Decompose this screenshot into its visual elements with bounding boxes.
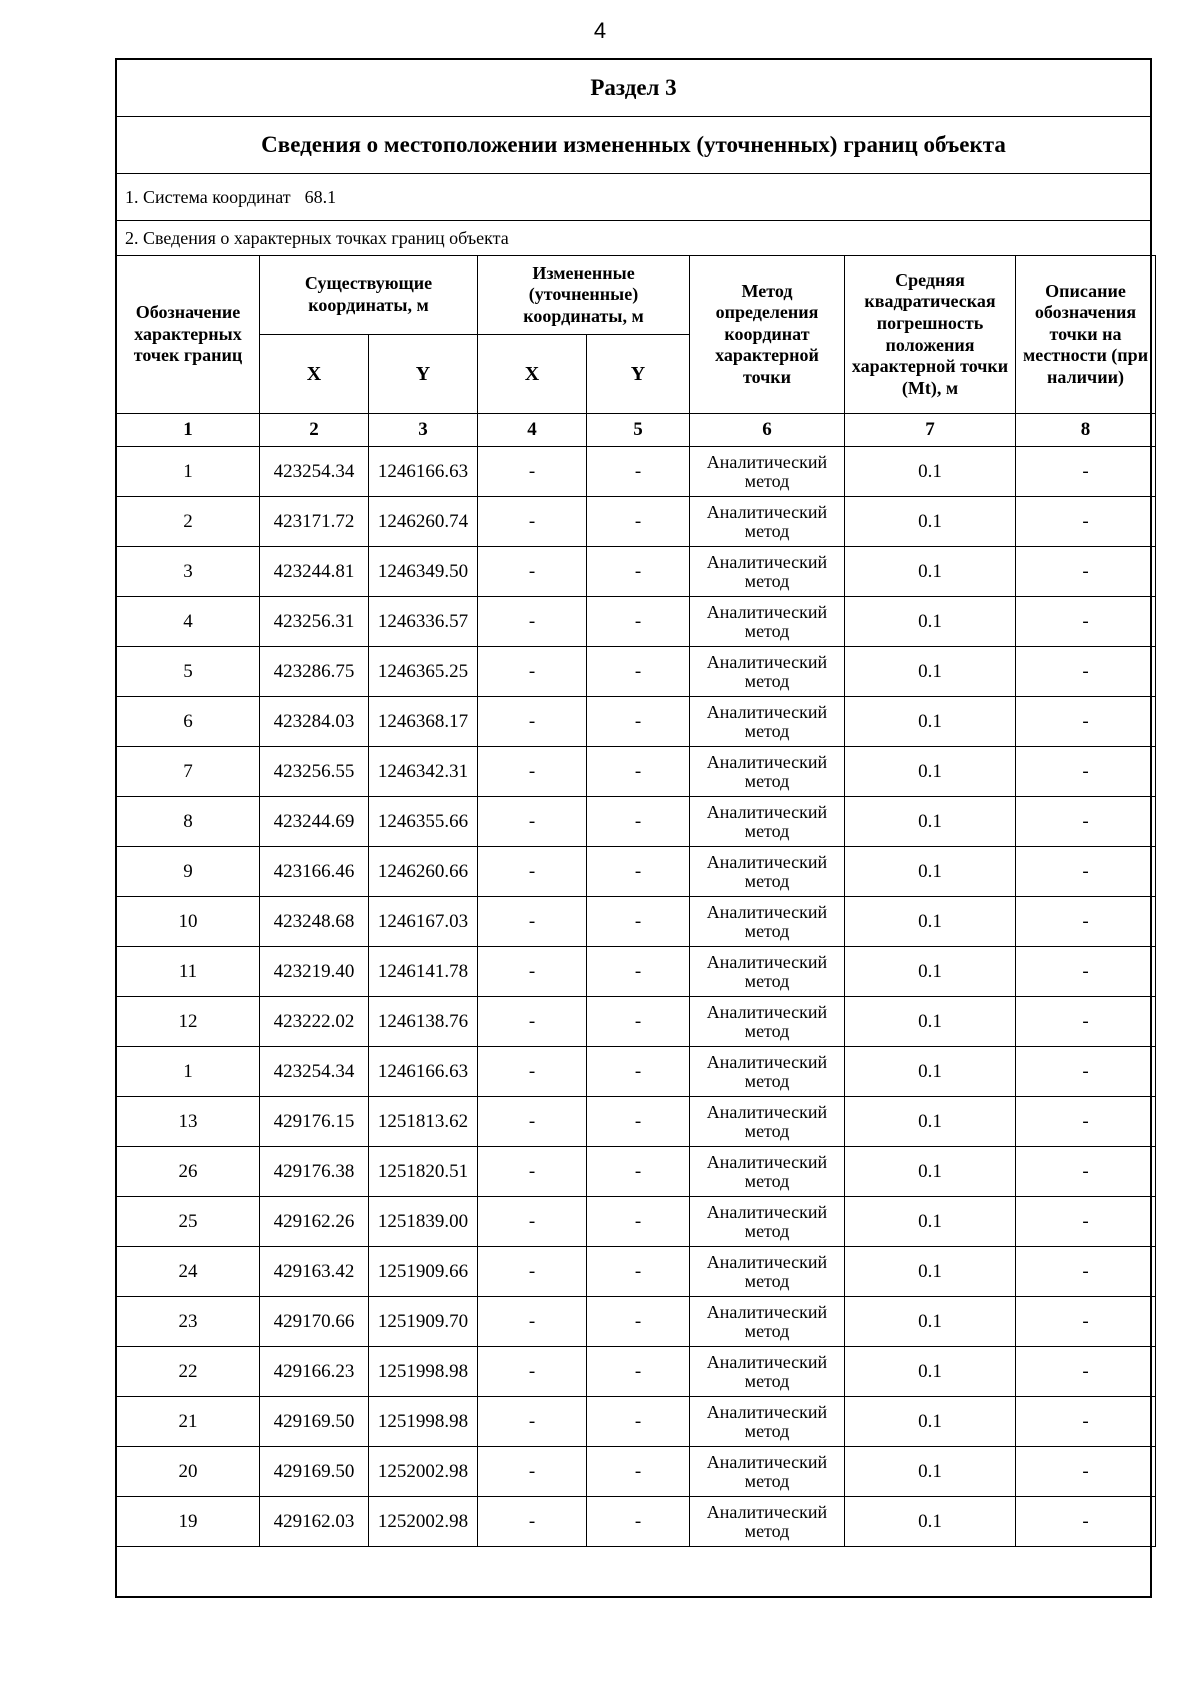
table-row bbox=[117, 1447, 1156, 1497]
y-coord-cell: 1246355.66 bbox=[369, 797, 478, 847]
y-changed-cell: - bbox=[587, 1497, 690, 1547]
description-cell: - bbox=[1016, 1197, 1156, 1247]
x-coord-cell: 423254.34 bbox=[260, 1047, 369, 1097]
coord-system-label: 1. Система координат bbox=[125, 186, 291, 207]
x-changed-cell: - bbox=[478, 897, 587, 947]
x-coord-cell: 429162.26 bbox=[260, 1197, 369, 1247]
mt-error-cell: 0.1 bbox=[845, 897, 1016, 947]
x-changed-cell: - bbox=[478, 1497, 587, 1547]
mt-error-cell: 0.1 bbox=[845, 497, 1016, 547]
mt-error-cell: 0.1 bbox=[845, 747, 1016, 797]
header-y: Y bbox=[369, 335, 478, 414]
y-coord-cell: 1251909.70 bbox=[369, 1297, 478, 1347]
method-cell: Аналитический метод bbox=[690, 647, 845, 697]
method-cell: Аналитический метод bbox=[690, 1197, 845, 1247]
mt-error-cell: 0.1 bbox=[845, 647, 1016, 697]
x-changed-cell: - bbox=[478, 1097, 587, 1147]
x-changed-cell: - bbox=[478, 1197, 587, 1247]
point-id-cell: 7 bbox=[117, 747, 260, 797]
x-coord-cell: 429169.50 bbox=[260, 1397, 369, 1447]
y-coord-cell: 1252002.98 bbox=[369, 1447, 478, 1497]
y-coord-cell: 1251909.66 bbox=[369, 1247, 478, 1297]
x-changed-cell: - bbox=[478, 997, 587, 1047]
mt-error-cell: 0.1 bbox=[845, 997, 1016, 1047]
table-row bbox=[117, 447, 1156, 497]
mt-error-cell: 0.1 bbox=[845, 1147, 1016, 1197]
method-cell: Аналитический метод bbox=[690, 797, 845, 847]
coord-system-value: 68.1 bbox=[304, 186, 337, 207]
y-coord-cell: 1251998.98 bbox=[369, 1347, 478, 1397]
x-changed-cell: - bbox=[478, 497, 587, 547]
mt-error-cell: 0.1 bbox=[845, 1297, 1016, 1347]
column-number-row bbox=[117, 414, 1156, 447]
x-changed-cell: - bbox=[478, 847, 587, 897]
section-subtitle: Сведения о местоположении измененных (уточненных) границ объекта bbox=[117, 117, 1150, 174]
method-cell: Аналитический метод bbox=[690, 947, 845, 997]
header-x-changed: X bbox=[478, 335, 587, 414]
column-number: 2 bbox=[260, 414, 369, 447]
x-coord-cell: 429162.03 bbox=[260, 1497, 369, 1547]
point-id-cell: 10 bbox=[117, 897, 260, 947]
mt-error-cell: 0.1 bbox=[845, 1397, 1016, 1447]
y-changed-cell: - bbox=[587, 647, 690, 697]
method-cell: Аналитический метод bbox=[690, 497, 845, 547]
description-cell: - bbox=[1016, 947, 1156, 997]
mt-error-cell: 0.1 bbox=[845, 697, 1016, 747]
point-id-cell: 24 bbox=[117, 1247, 260, 1297]
description-cell: - bbox=[1016, 1397, 1156, 1447]
x-coord-cell: 423286.75 bbox=[260, 647, 369, 697]
header-changed-coords: Измененные (уточненные) координаты, м bbox=[478, 256, 690, 335]
x-changed-cell: - bbox=[478, 547, 587, 597]
x-coord-cell: 423166.46 bbox=[260, 847, 369, 897]
description-cell: - bbox=[1016, 897, 1156, 947]
x-changed-cell: - bbox=[478, 647, 587, 697]
column-number: 5 bbox=[587, 414, 690, 447]
y-changed-cell: - bbox=[587, 597, 690, 647]
table-row bbox=[117, 1497, 1156, 1547]
header-existing-coords: Существующие координаты, м bbox=[260, 256, 478, 335]
y-changed-cell: - bbox=[587, 1197, 690, 1247]
y-changed-cell: - bbox=[587, 1297, 690, 1347]
x-coord-cell: 429169.50 bbox=[260, 1447, 369, 1497]
x-coord-cell: 423244.69 bbox=[260, 797, 369, 847]
table-row bbox=[117, 747, 1156, 797]
point-id-cell: 19 bbox=[117, 1497, 260, 1547]
method-cell: Аналитический метод bbox=[690, 1397, 845, 1447]
y-coord-cell: 1246166.63 bbox=[369, 1047, 478, 1097]
table-row bbox=[117, 847, 1156, 897]
method-cell: Аналитический метод bbox=[690, 1047, 845, 1097]
table-row bbox=[117, 497, 1156, 547]
y-coord-cell: 1251998.98 bbox=[369, 1397, 478, 1447]
header-point-designation: Обозначение характерных точек границ bbox=[117, 256, 260, 414]
y-changed-cell: - bbox=[587, 797, 690, 847]
table-row bbox=[117, 1097, 1156, 1147]
point-id-cell: 26 bbox=[117, 1147, 260, 1197]
column-number: 7 bbox=[845, 414, 1016, 447]
mt-error-cell: 0.1 bbox=[845, 847, 1016, 897]
points-label: 2. Сведения о характерных точках границ объекта bbox=[125, 227, 509, 248]
table-row bbox=[117, 1397, 1156, 1447]
mt-error-cell: 0.1 bbox=[845, 1247, 1016, 1297]
point-id-cell: 1 bbox=[117, 1047, 260, 1097]
method-cell: Аналитический метод bbox=[690, 1497, 845, 1547]
x-coord-cell: 429166.23 bbox=[260, 1347, 369, 1397]
x-coord-cell: 423256.31 bbox=[260, 597, 369, 647]
y-changed-cell: - bbox=[587, 447, 690, 497]
method-cell: Аналитический метод bbox=[690, 847, 845, 897]
table-row bbox=[117, 947, 1156, 997]
x-changed-cell: - bbox=[478, 747, 587, 797]
method-cell: Аналитический метод bbox=[690, 547, 845, 597]
description-cell: - bbox=[1016, 1497, 1156, 1547]
description-cell: - bbox=[1016, 547, 1156, 597]
mt-error-cell: 0.1 bbox=[845, 447, 1016, 497]
y-changed-cell: - bbox=[587, 1147, 690, 1197]
column-number: 1 bbox=[117, 414, 260, 447]
mt-error-cell: 0.1 bbox=[845, 547, 1016, 597]
mt-error-cell: 0.1 bbox=[845, 1047, 1016, 1097]
table-row bbox=[117, 597, 1156, 647]
description-cell: - bbox=[1016, 1097, 1156, 1147]
y-changed-cell: - bbox=[587, 1397, 690, 1447]
y-coord-cell: 1246141.78 bbox=[369, 947, 478, 997]
y-coord-cell: 1246342.31 bbox=[369, 747, 478, 797]
point-id-cell: 23 bbox=[117, 1297, 260, 1347]
method-cell: Аналитический метод bbox=[690, 597, 845, 647]
x-changed-cell: - bbox=[478, 1047, 587, 1097]
table-row bbox=[117, 1047, 1156, 1097]
coord-system-row bbox=[117, 174, 1150, 221]
description-cell: - bbox=[1016, 1297, 1156, 1347]
points-table-body bbox=[117, 447, 1156, 1547]
description-cell: - bbox=[1016, 847, 1156, 897]
x-changed-cell: - bbox=[478, 1347, 587, 1397]
point-id-cell: 25 bbox=[117, 1197, 260, 1247]
header-y-changed: Y bbox=[587, 335, 690, 414]
x-changed-cell: - bbox=[478, 797, 587, 847]
y-changed-cell: - bbox=[587, 1047, 690, 1097]
method-cell: Аналитический метод bbox=[690, 697, 845, 747]
x-coord-cell: 429176.38 bbox=[260, 1147, 369, 1197]
x-coord-cell: 423222.02 bbox=[260, 997, 369, 1047]
description-cell: - bbox=[1016, 1047, 1156, 1097]
y-changed-cell: - bbox=[587, 1247, 690, 1297]
description-cell: - bbox=[1016, 1347, 1156, 1397]
table-row bbox=[117, 1347, 1156, 1397]
method-cell: Аналитический метод bbox=[690, 997, 845, 1047]
method-cell: Аналитический метод bbox=[690, 1447, 845, 1497]
point-id-cell: 4 bbox=[117, 597, 260, 647]
column-number: 6 bbox=[690, 414, 845, 447]
method-cell: Аналитический метод bbox=[690, 447, 845, 497]
x-changed-cell: - bbox=[478, 1297, 587, 1347]
y-changed-cell: - bbox=[587, 697, 690, 747]
mt-error-cell: 0.1 bbox=[845, 1497, 1016, 1547]
section-frame bbox=[115, 58, 1152, 1598]
page-number: 4 bbox=[593, 18, 607, 43]
x-coord-cell: 429163.42 bbox=[260, 1247, 369, 1297]
column-number: 4 bbox=[478, 414, 587, 447]
y-changed-cell: - bbox=[587, 947, 690, 997]
table-row bbox=[117, 797, 1156, 847]
point-id-cell: 13 bbox=[117, 1097, 260, 1147]
x-changed-cell: - bbox=[478, 1447, 587, 1497]
table-row bbox=[117, 897, 1156, 947]
mt-error-cell: 0.1 bbox=[845, 1197, 1016, 1247]
table-row bbox=[117, 1247, 1156, 1297]
x-changed-cell: - bbox=[478, 447, 587, 497]
point-id-cell: 12 bbox=[117, 997, 260, 1047]
description-cell: - bbox=[1016, 747, 1156, 797]
y-changed-cell: - bbox=[587, 1447, 690, 1497]
header-error: Средняя квадратическая погрешность положения характерной точки (Mt), м bbox=[845, 256, 1016, 414]
y-coord-cell: 1246260.66 bbox=[369, 847, 478, 897]
section-title: Раздел 3 bbox=[117, 60, 1150, 117]
description-cell: - bbox=[1016, 647, 1156, 697]
y-changed-cell: - bbox=[587, 997, 690, 1047]
table-row bbox=[117, 547, 1156, 597]
x-changed-cell: - bbox=[478, 1147, 587, 1197]
point-id-cell: 21 bbox=[117, 1397, 260, 1447]
description-cell: - bbox=[1016, 497, 1156, 547]
y-coord-cell: 1251839.00 bbox=[369, 1197, 478, 1247]
x-changed-cell: - bbox=[478, 1397, 587, 1447]
column-number: 8 bbox=[1016, 414, 1156, 447]
header-x: X bbox=[260, 335, 369, 414]
x-changed-cell: - bbox=[478, 1247, 587, 1297]
table-row bbox=[117, 697, 1156, 747]
x-coord-cell: 423284.03 bbox=[260, 697, 369, 747]
x-coord-cell: 429170.66 bbox=[260, 1297, 369, 1347]
y-coord-cell: 1246368.17 bbox=[369, 697, 478, 747]
y-coord-cell: 1246336.57 bbox=[369, 597, 478, 647]
y-changed-cell: - bbox=[587, 1347, 690, 1397]
y-coord-cell: 1246349.50 bbox=[369, 547, 478, 597]
y-changed-cell: - bbox=[587, 897, 690, 947]
method-cell: Аналитический метод bbox=[690, 897, 845, 947]
description-cell: - bbox=[1016, 1247, 1156, 1297]
mt-error-cell: 0.1 bbox=[845, 1347, 1016, 1397]
y-coord-cell: 1246166.63 bbox=[369, 447, 478, 497]
y-changed-cell: - bbox=[587, 497, 690, 547]
x-coord-cell: 423171.72 bbox=[260, 497, 369, 547]
x-changed-cell: - bbox=[478, 597, 587, 647]
mt-error-cell: 0.1 bbox=[845, 1447, 1016, 1497]
y-changed-cell: - bbox=[587, 1097, 690, 1147]
method-cell: Аналитический метод bbox=[690, 747, 845, 797]
point-id-cell: 22 bbox=[117, 1347, 260, 1397]
method-cell: Аналитический метод bbox=[690, 1247, 845, 1297]
header-description: Описание обозначения точки на местности (при наличии) bbox=[1016, 256, 1156, 414]
description-cell: - bbox=[1016, 697, 1156, 747]
point-id-cell: 2 bbox=[117, 497, 260, 547]
table-row bbox=[117, 1147, 1156, 1197]
method-cell: Аналитический метод bbox=[690, 1097, 845, 1147]
mt-error-cell: 0.1 bbox=[845, 797, 1016, 847]
x-coord-cell: 423244.81 bbox=[260, 547, 369, 597]
mt-error-cell: 0.1 bbox=[845, 947, 1016, 997]
x-changed-cell: - bbox=[478, 697, 587, 747]
y-coord-cell: 1246365.25 bbox=[369, 647, 478, 697]
description-cell: - bbox=[1016, 1147, 1156, 1197]
method-cell: Аналитический метод bbox=[690, 1297, 845, 1347]
mt-error-cell: 0.1 bbox=[845, 1097, 1016, 1147]
y-changed-cell: - bbox=[587, 747, 690, 797]
y-coord-cell: 1252002.98 bbox=[369, 1497, 478, 1547]
point-id-cell: 5 bbox=[117, 647, 260, 697]
x-coord-cell: 423248.68 bbox=[260, 897, 369, 947]
table-row bbox=[117, 647, 1156, 697]
column-number: 3 bbox=[369, 414, 478, 447]
point-id-cell: 11 bbox=[117, 947, 260, 997]
point-id-cell: 1 bbox=[117, 447, 260, 497]
point-id-cell: 9 bbox=[117, 847, 260, 897]
point-id-cell: 3 bbox=[117, 547, 260, 597]
method-cell: Аналитический метод bbox=[690, 1347, 845, 1397]
description-cell: - bbox=[1016, 797, 1156, 847]
x-coord-cell: 429176.15 bbox=[260, 1097, 369, 1147]
y-coord-cell: 1246138.76 bbox=[369, 997, 478, 1047]
description-cell: - bbox=[1016, 447, 1156, 497]
table-row bbox=[117, 997, 1156, 1047]
y-coord-cell: 1246260.74 bbox=[369, 497, 478, 547]
description-cell: - bbox=[1016, 1447, 1156, 1497]
x-coord-cell: 423219.40 bbox=[260, 947, 369, 997]
y-coord-cell: 1246167.03 bbox=[369, 897, 478, 947]
header-method: Метод определения координат характерной точки bbox=[690, 256, 845, 414]
description-cell: - bbox=[1016, 597, 1156, 647]
points-table bbox=[116, 255, 1156, 1547]
point-id-cell: 8 bbox=[117, 797, 260, 847]
point-id-cell: 20 bbox=[117, 1447, 260, 1497]
description-cell: - bbox=[1016, 997, 1156, 1047]
point-id-cell: 6 bbox=[117, 697, 260, 747]
mt-error-cell: 0.1 bbox=[845, 597, 1016, 647]
x-changed-cell: - bbox=[478, 947, 587, 997]
table-row bbox=[117, 1197, 1156, 1247]
y-changed-cell: - bbox=[587, 547, 690, 597]
y-coord-cell: 1251820.51 bbox=[369, 1147, 478, 1197]
y-changed-cell: - bbox=[587, 847, 690, 897]
x-coord-cell: 423256.55 bbox=[260, 747, 369, 797]
x-coord-cell: 423254.34 bbox=[260, 447, 369, 497]
table-row bbox=[117, 1297, 1156, 1347]
y-coord-cell: 1251813.62 bbox=[369, 1097, 478, 1147]
method-cell: Аналитический метод bbox=[690, 1147, 845, 1197]
